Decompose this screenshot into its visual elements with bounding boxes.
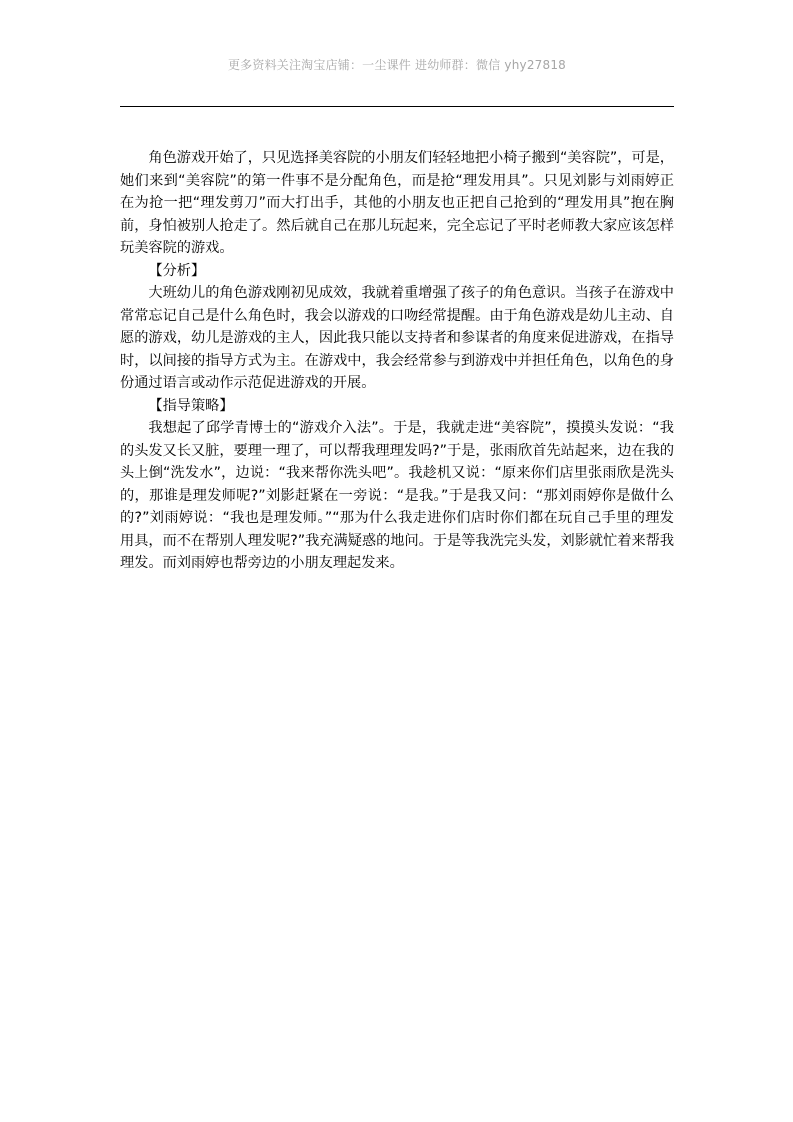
section-heading-strategy: 【指导策略】 (148, 397, 234, 414)
paragraph-intro: 角色游戏开始了，只见选择美容院的小朋友们轻轻地把小椅子搬到“美容院”，可是，她们来到“美容院”的第一件事不是分配角色，而是抢“理发用具”。只见刘影与刘雨婷正在为抢一把“理发剪刀”而大打出手，其他的小朋友也正把自己抢到的“理发用具”抱在胸前，身怕被别人抢走了。然后就自己在那儿玩起来，完全忘记了平时老师教大家应该怎样玩美容院的游戏。 (120, 150, 674, 256)
section-heading-analysis: 【分析】 (148, 262, 206, 279)
paragraph-analysis: 大班幼儿的角色游戏刚初见成效，我就着重增强了孩子的角色意识。当孩子在游戏中常常忘记自己是什么角色时，我会以游戏的口吻经常提醒。由于角色游戏是幼儿主动、自愿的游戏，幼儿是游戏的主人，因此我只能以支持者和参谋者的角度来促进游戏，在指导时，以间接的指导方式为主。在游戏中，我会经常参与到游戏中并担任角色，以角色的身份通过语言或动作示范促进游戏的开展。 (120, 285, 674, 391)
paragraph-strategy: 我想起了邱学青博士的“游戏介入法”。于是，我就走进“美容院”，摸摸头发说：“我的头发又长又脏，要理一理了，可以帮我理理发吗?”于是，张雨欣首先站起来，边在我的头上倒“洗发水”，边说：“我来帮你洗头吧”。我趁机又说：“原来你们店里张雨欣是洗头的，那谁是理发师呢?”刘影赶紧在一旁说：“是我。”于是我又问：“那刘雨婷你是做什么的?”刘雨婷说：“我也是理发师。”“那为什么我走进你们店时你们都在玩自己手里的理发用具，而不在帮别人理发呢?”我充满疑惑的地问。于是等我洗完头发，刘影就忙着来帮我理发。而刘雨婷也帮旁边的小朋友理起发来。 (120, 420, 675, 571)
page-header: 更多资料关注淘宝店铺：一尘课件 进幼师群：微信 yhy27818 (227, 58, 566, 72)
header-divider (120, 106, 674, 107)
document-body (120, 147, 674, 575)
